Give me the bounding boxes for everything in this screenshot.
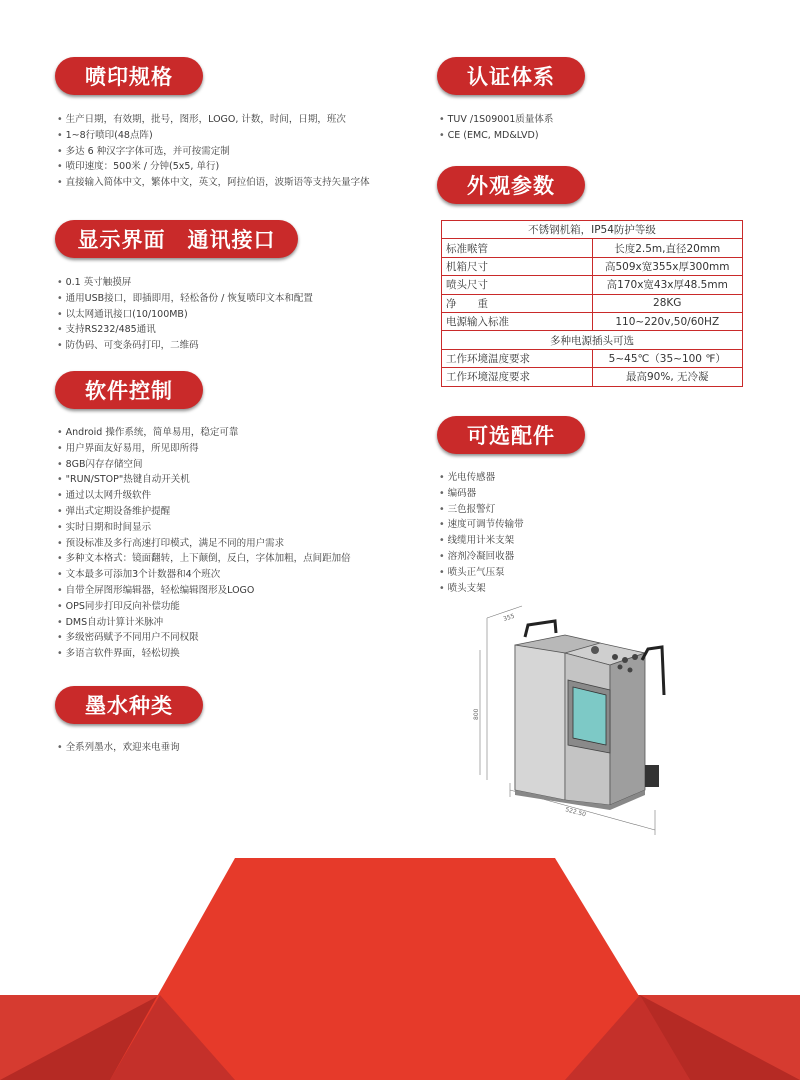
accessories-list (439, 470, 524, 596)
bullet-icon: • (57, 161, 63, 173)
section-title-print-spec: 喷印规格 (55, 57, 203, 95)
list-item (439, 486, 524, 502)
list-item-text: 全系列墨水，欢迎来电垂询 (65, 742, 180, 753)
bullet-icon: • (57, 537, 63, 549)
list-item-text: DMS自动计算计米脉冲 (65, 616, 164, 628)
display-interface-list (57, 275, 313, 354)
list-item-text: 0.1 英寸触摸屏 (65, 277, 132, 288)
list-item-text: 多达 6 种汉字字体可选，并可按需定制 (65, 145, 230, 157)
list-item-text: 多种文本格式：镜面翻转，上下颠倒，反白，字体加粗，点间距加倍 (65, 553, 351, 565)
bullet-icon: • (57, 308, 63, 320)
bullet-icon: • (57, 742, 63, 753)
machine-illustration (470, 605, 670, 840)
list-item-text: 生产日期，有效期，批号，图形，LOGO, 计数，时间，日期，班次 (65, 114, 346, 125)
bullet-icon: • (439, 550, 445, 562)
list-item-text: 支持RS232/485通讯 (65, 324, 156, 336)
list-item-text: 喷头支架 (447, 582, 486, 594)
list-item (57, 488, 351, 504)
list-item (57, 472, 351, 488)
list-item (57, 144, 370, 160)
spec-label: 标准喉管 (442, 239, 593, 257)
section-title-appearance: 外观参数 (437, 166, 585, 204)
list-item (57, 291, 313, 307)
section-title-display-interface: 显示界面 通讯接口 (55, 220, 298, 258)
list-item-text: OPS同步打印反向补偿功能 (65, 600, 180, 612)
list-item (57, 275, 313, 291)
list-item (439, 517, 524, 533)
table-row (442, 294, 743, 312)
list-item (57, 740, 180, 756)
bullet-icon: • (57, 521, 63, 533)
bullet-icon: • (57, 145, 63, 157)
section-title-software: 软件控制 (55, 371, 203, 409)
bullet-icon: • (57, 584, 63, 596)
spec-label: 电源输入标准 (442, 312, 593, 330)
bullet-icon: • (57, 648, 63, 660)
list-item-text: 弹出式定期设备维护提醒 (65, 505, 171, 517)
list-item-text: 编码器 (447, 487, 477, 499)
bullet-icon: • (57, 553, 63, 565)
table-row (442, 239, 743, 257)
list-item-text: "RUN/STOP"热键自动开关机 (65, 474, 190, 486)
bullet-icon: • (57, 427, 63, 438)
list-item-text: 三色报警灯 (447, 503, 496, 515)
bullet-icon: • (57, 340, 63, 352)
bullet-icon: • (57, 600, 63, 612)
bullet-icon: • (439, 503, 445, 515)
list-item (439, 565, 524, 581)
spec-value: 长度2.5m,直径20mm (592, 239, 743, 257)
bullet-icon: • (439, 519, 445, 531)
bullet-icon: • (57, 616, 63, 628)
spec-value: 最高90%, 无冷凝 (592, 368, 743, 386)
spec-table-header: 不锈钢机箱，IP54防护等级 (442, 221, 743, 239)
list-item (439, 549, 524, 565)
spec-table-note: 多种电源插头可选 (442, 331, 743, 349)
list-item-text: 喷头正气压泵 (447, 566, 505, 578)
list-item-text: 速度可调节传输带 (447, 519, 524, 531)
table-row (442, 349, 743, 367)
list-item-text: 通用USB接口，即插即用，轻松备份 / 恢复喷印文本和配置 (65, 292, 313, 304)
list-item (57, 112, 370, 128)
bullet-icon: • (439, 566, 445, 578)
list-item (57, 504, 351, 520)
depth-dimension-label: 355 (502, 612, 516, 623)
table-row (442, 257, 743, 275)
list-item (439, 502, 524, 518)
table-row (442, 276, 743, 294)
spec-value: 110~220v,50/60HZ (592, 312, 743, 330)
list-item-text: 文本最多可添加3个计数器和4个班次 (65, 569, 221, 581)
list-item (57, 536, 351, 552)
list-item (57, 583, 351, 599)
list-item-text: 多语言软件界面，轻松切换 (65, 648, 180, 660)
bullet-icon: • (57, 458, 63, 470)
list-item-text: CE (EMC, MD&LVD) (447, 129, 539, 141)
list-item (57, 307, 313, 323)
bullet-icon: • (57, 292, 63, 304)
list-item-text: 以太网通讯接口(10/100MB) (65, 308, 188, 320)
bullet-icon: • (57, 474, 63, 486)
list-item (439, 533, 524, 549)
bullet-icon: • (57, 114, 63, 125)
bullet-icon: • (439, 114, 445, 125)
list-item-text: 喷印速度：500米 / 分钟(5x5, 单行) (65, 161, 220, 173)
width-dimension-label: 522.50 (564, 806, 587, 819)
list-item (57, 615, 351, 631)
bullet-icon: • (439, 472, 445, 483)
list-item (57, 599, 351, 615)
section-title-certification: 认证体系 (437, 57, 585, 95)
spec-value: 高509x宽355x厚300mm (592, 257, 743, 275)
print-spec-list (57, 112, 370, 191)
list-item (57, 646, 351, 662)
list-item-text: 通过以太网升级软件 (65, 490, 152, 502)
list-item (57, 159, 370, 175)
bullet-icon: • (57, 177, 63, 189)
bullet-icon: • (439, 535, 445, 547)
section-title-ink: 墨水种类 (55, 686, 203, 724)
spec-label: 工作环境湿度要求 (442, 368, 593, 386)
list-item-text: 预设标准及多行高速打印模式，满足不同的用户需求 (65, 537, 285, 549)
list-item (439, 470, 524, 486)
bullet-icon: • (439, 129, 445, 141)
spec-value: 5~45℃（35~100 ℉） (592, 349, 743, 367)
list-item (439, 112, 553, 128)
list-item (57, 338, 313, 354)
list-item (57, 551, 351, 567)
appearance-spec-table (441, 220, 743, 387)
spec-value: 28KG (592, 294, 743, 312)
list-item (57, 425, 351, 441)
list-item (57, 630, 351, 646)
list-item (57, 128, 370, 144)
bullet-icon: • (57, 569, 63, 581)
bullet-icon: • (439, 582, 445, 594)
table-row (442, 312, 743, 330)
spec-value: 高170x宽43x厚48.5mm (592, 276, 743, 294)
bullet-icon: • (57, 632, 63, 644)
list-item-text: 防伪码、可变条码打印，二维码 (65, 340, 199, 352)
spec-label: 喷头尺寸 (442, 276, 593, 294)
height-dimension-label: 800 (473, 708, 480, 720)
bullet-icon: • (57, 277, 63, 288)
list-item-text: TUV /1S09001质量体系 (447, 114, 554, 125)
spec-label: 工作环境温度要求 (442, 349, 593, 367)
list-item-text: 自带全屏图形编辑器，轻松编辑图形及LOGO (65, 584, 255, 596)
list-item (57, 322, 313, 338)
certification-list (439, 112, 553, 144)
list-item-text: 用户界面友好易用，所见即所得 (65, 442, 199, 454)
table-row (442, 221, 743, 239)
bottom-decoration (0, 855, 800, 1080)
list-item (439, 581, 524, 597)
list-item (57, 175, 370, 191)
bullet-icon: • (57, 442, 63, 454)
list-item-text: 多级密码赋予不同用户不同权限 (65, 632, 199, 644)
list-item-text: 1~8行喷印(48点阵) (65, 129, 153, 141)
spec-label: 净 重 (442, 294, 593, 312)
spec-label: 机箱尺寸 (442, 257, 593, 275)
bullet-icon: • (57, 505, 63, 517)
list-item-text: 实时日期和时间显示 (65, 521, 152, 533)
list-item (57, 567, 351, 583)
bullet-icon: • (439, 487, 445, 499)
list-item (439, 128, 553, 144)
list-item-text: 溶剂冷凝回收器 (447, 550, 515, 562)
table-row (442, 368, 743, 386)
list-item (57, 520, 351, 536)
list-item-text: 8GB闪存存储空间 (65, 458, 143, 470)
list-item-text: Android 操作系统，简单易用，稳定可靠 (65, 427, 239, 438)
section-title-accessories: 可选配件 (437, 416, 585, 454)
list-item (57, 457, 351, 473)
list-item-text: 光电传感器 (447, 472, 496, 483)
list-item-text: 线缆用计米支架 (447, 535, 515, 547)
list-item-text: 直接输入简体中文，繁体中文，英文，阿拉伯语，波斯语等支持矢量字体 (65, 177, 370, 189)
bullet-icon: • (57, 490, 63, 502)
list-item (57, 441, 351, 457)
bullet-icon: • (57, 129, 63, 141)
table-row (442, 331, 743, 349)
bullet-icon: • (57, 324, 63, 336)
ink-list (57, 740, 180, 756)
software-list (57, 425, 351, 662)
